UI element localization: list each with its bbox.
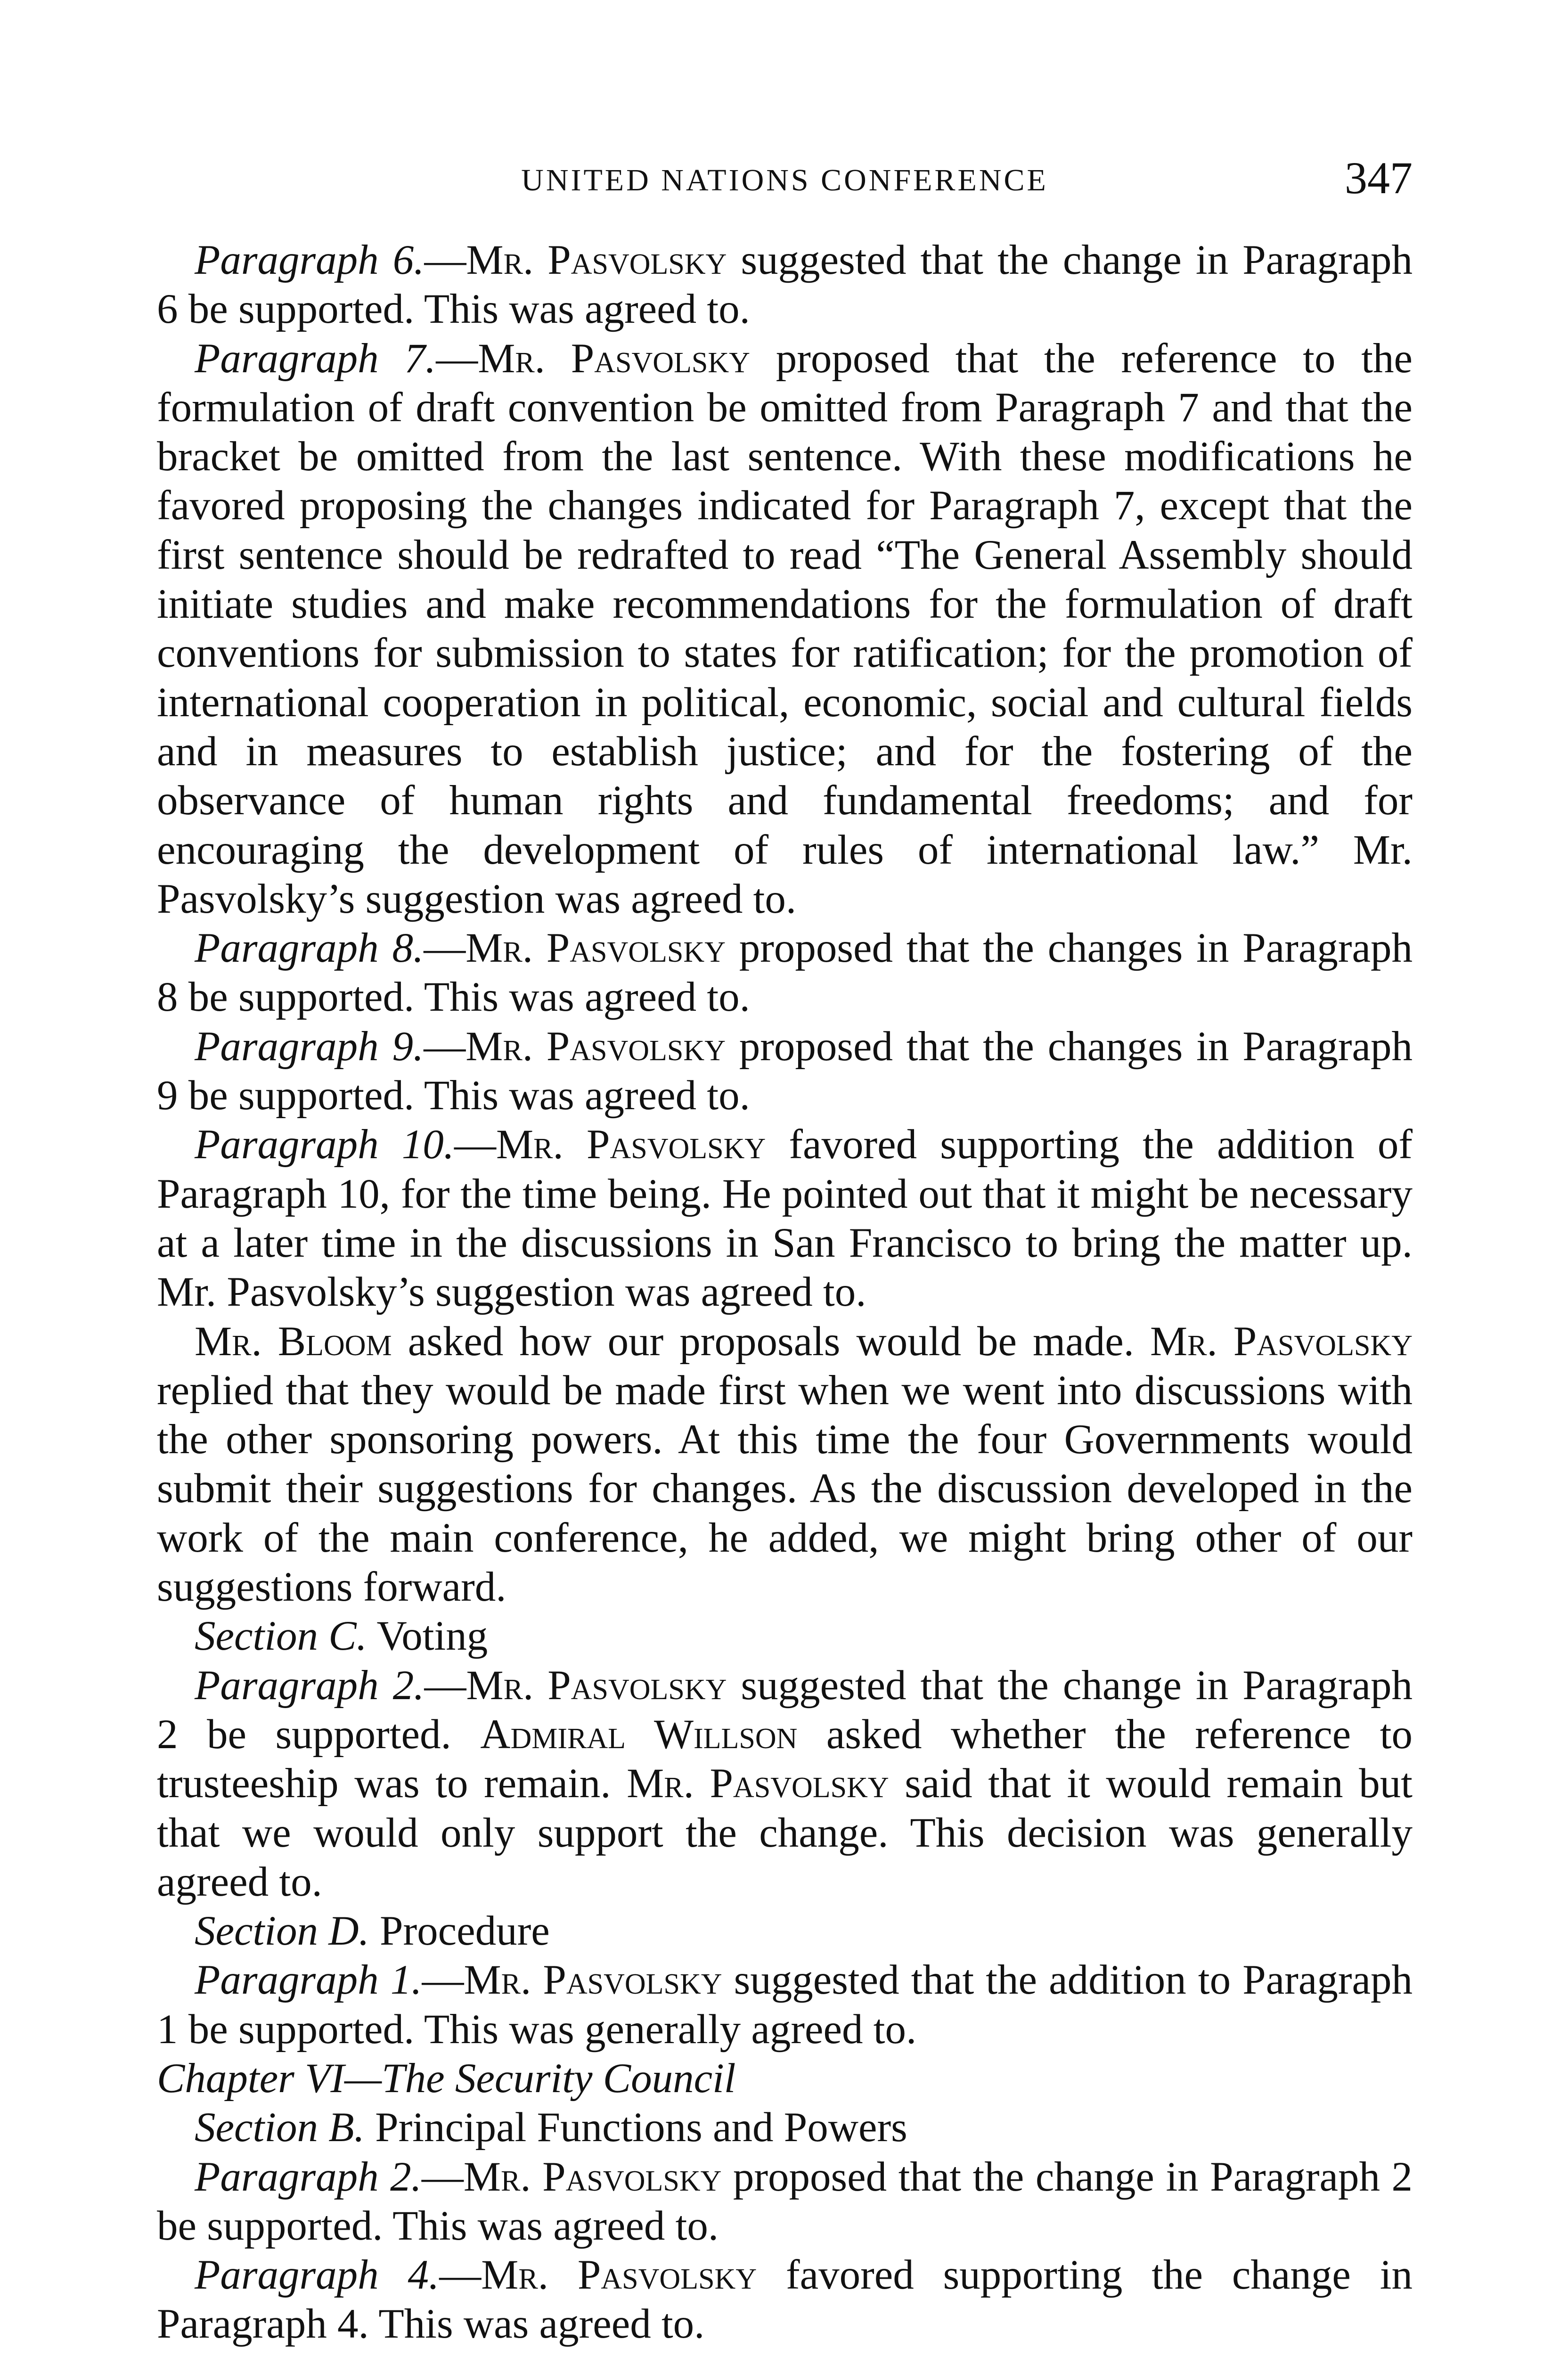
section-label: Section B. <box>195 2104 365 2151</box>
speaker-name: Mr. Pasvolsky <box>466 1662 727 1709</box>
paragraph-text: proposed that the reference to the formulation of draft convention be omitted from Paragraph 7 and that the bracket be omitted from the last sentence. With these modifications he favored proposing the changes indicated for Paragraph 7, except that the first sentence should be redrafted to read “The General Assembly should initiate studies and make recommendations for the formulation of draft conventions for submission to states for ratification; for the promotion of international cooperation in political, economic, social and cultural fields and in measures to establish justice; and for the fostering of the observance of human rights and fundamental freedoms; and for encouraging the development of rules of international law.” Mr. Pasvolsky’s suggestion was agreed to. <box>157 335 1413 922</box>
speaker-name: Admiral Willson <box>480 1711 798 1758</box>
running-head-title: UNITED NATIONS CONFERENCE <box>521 163 1048 197</box>
paragraph-6-entry <box>157 236 1413 334</box>
paragraph-text: proposed that the change in Paragraph 2 be supported. This was agreed to. <box>157 2153 1413 2249</box>
section-title: Voting <box>367 1613 488 1660</box>
paragraph-text: said that it would remain but that we would only support the change. This decision was generally agreed to. <box>157 1760 1413 1905</box>
section-heading-voting <box>157 1612 1413 1661</box>
dash: — <box>424 237 466 283</box>
section-title: Principal Functions and Powers <box>364 2104 907 2151</box>
paragraph-text: asked how our proposals would be made. <box>392 1318 1151 1365</box>
paragraph-label: Paragraph 8. <box>195 925 424 972</box>
council-paragraph-2-entry <box>157 2152 1413 2251</box>
procedure-paragraph-1-entry <box>157 1955 1413 2054</box>
speaker-name: Mr. Pasvolsky <box>496 1121 766 1168</box>
paragraph-text: replied that they would be made first when we went into discussions with the other sponsoring powers. At this time the four Governments would submit their suggestions for changes. As the discussion developed in the work of the main conference, he added, we might bring other of our suggestions forward. <box>157 1367 1413 1611</box>
speaker-name: Mr. Bloom <box>195 1318 392 1365</box>
paragraph-text: suggested that the change in Paragraph 6 be supported. This was agreed to. <box>157 237 1413 333</box>
running-head <box>157 153 1413 217</box>
speaker-name: Mr. Pasvolsky <box>1150 1318 1413 1365</box>
speaker-name: Mr. Pasvolsky <box>481 2252 757 2299</box>
paragraph-text: favored supporting the addition of Paragraph 10, for the time being. He pointed out that it might be necessary at a later time in the discussions in San Francisco to bring the matter up. Mr. Pasvolsky’s suggestion was agreed to. <box>157 1121 1413 1316</box>
dash: — <box>436 335 478 382</box>
speaker-name: Mr. Pasvolsky <box>466 1023 726 1070</box>
paragraph-7-entry <box>157 334 1413 924</box>
paragraph-label: Paragraph 1. <box>195 1957 422 2004</box>
section-heading-functions <box>157 2103 1413 2152</box>
paragraph-label: Paragraph 6. <box>195 237 425 283</box>
council-paragraph-4-entry <box>157 2250 1413 2349</box>
dash: — <box>424 925 466 972</box>
speaker-name: Mr. Pasvolsky <box>463 2153 722 2200</box>
paragraph-label: Paragraph 2. <box>195 2153 422 2200</box>
section-heading-procedure <box>157 1906 1413 1955</box>
paragraph-label: Paragraph 9. <box>195 1023 424 1070</box>
section-label: Section D. <box>195 1908 369 1955</box>
chapter-label: Chapter VI—The Security Council <box>157 2055 736 2102</box>
section-title: Procedure <box>369 1908 550 1955</box>
paragraph-label: Paragraph 7. <box>195 335 436 382</box>
dash: — <box>422 1957 464 2004</box>
dash: — <box>424 1662 466 1709</box>
paragraph-8-entry <box>157 924 1413 1022</box>
paragraph-text: proposed that the changes in Paragraph 9 be supported. This was agreed to. <box>157 1023 1413 1119</box>
speaker-name: Mr. Pasvolsky <box>627 1760 889 1807</box>
paragraph-text: favored supporting the change in Paragraph 4. This was agreed to. <box>157 2252 1413 2348</box>
dash: — <box>454 1121 497 1168</box>
speaker-name: Mr. Pasvolsky <box>466 925 726 972</box>
page-number: 347 <box>1345 153 1413 203</box>
section-label: Section C. <box>195 1613 367 1660</box>
paragraph-label: Paragraph 4. <box>195 2252 440 2299</box>
dash: — <box>421 2153 464 2200</box>
dash: — <box>439 2252 482 2299</box>
chapter-heading <box>157 2054 1413 2103</box>
paragraph-9-entry <box>157 1022 1413 1121</box>
paragraph-label: Paragraph 2. <box>195 1662 425 1709</box>
bloom-question-paragraph <box>157 1317 1413 1612</box>
voting-paragraph-2-entry <box>157 1661 1413 1906</box>
dash: — <box>424 1023 466 1070</box>
paragraph-text: suggested that the addition to Paragraph 1 be supported. This was generally agreed to. <box>157 1957 1413 2053</box>
paragraph-text: suggested that the change in Paragraph 2 be supported. <box>157 1662 1413 1758</box>
paragraph-10-entry <box>157 1120 1413 1317</box>
speaker-name: Mr. Pasvolsky <box>464 1957 722 2004</box>
paragraph-text: proposed that the changes in Paragraph 8 be supported. This was agreed to. <box>157 925 1413 1021</box>
text-block <box>157 236 1413 2349</box>
paragraph-label: Paragraph 10. <box>195 1121 455 1168</box>
speaker-name: Mr. Pasvolsky <box>466 237 727 283</box>
paragraph-text: asked whether the reference to trusteeship was to remain. <box>157 1711 1413 1807</box>
speaker-name: Mr. Pasvolsky <box>478 335 750 382</box>
